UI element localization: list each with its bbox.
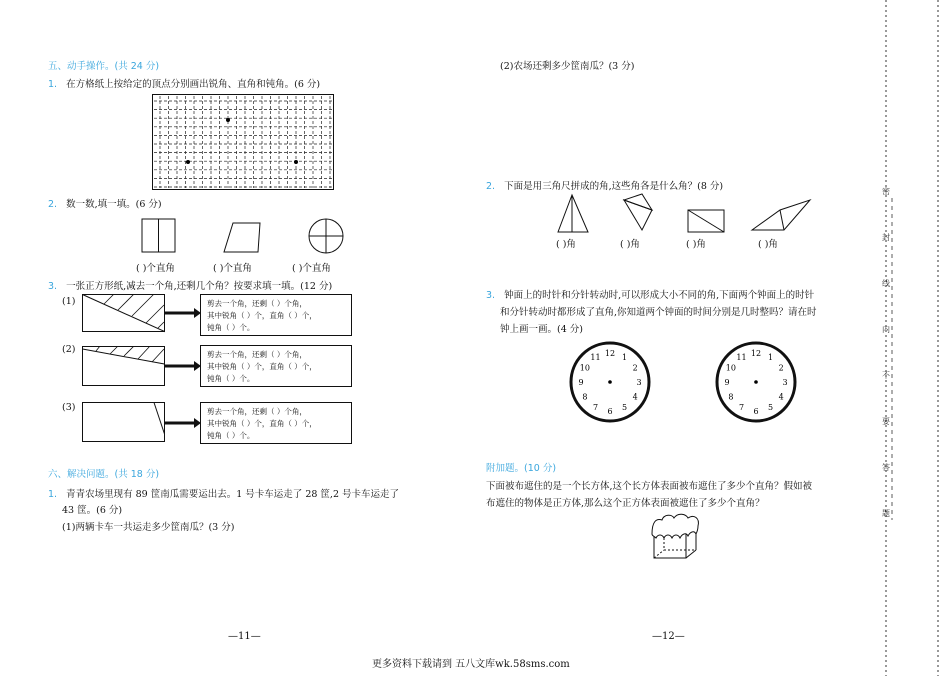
- answer-line: 剪去一个角，还剩（ ）个角，: [207, 299, 307, 308]
- answer-line: 钝角（ ）个。: [207, 374, 255, 383]
- question-text: 数一数,填一填。(6 分): [66, 199, 162, 210]
- clock-number: 2: [778, 363, 784, 373]
- vertex-dot: [186, 160, 190, 164]
- question-5-2: [48, 196, 162, 210]
- question-5-3: [48, 278, 332, 292]
- binding-char: 线: [882, 279, 890, 288]
- question-text: 下面是用三角尺拼成的角,这些角各是什么角？(8 分): [504, 181, 724, 192]
- answer-line: 其中锐角（ ）个，直角（ ）个，: [207, 362, 317, 371]
- clock-number: 12: [750, 349, 762, 358]
- angle-label-2: ( )角: [620, 239, 640, 250]
- clock-center-dot: [754, 380, 758, 384]
- clock-number: 9: [578, 378, 584, 387]
- section6-title: 六、解决问题。(共 18 分): [48, 469, 160, 480]
- sub-question-2: (2)农场还剩多少筐南瓜？(3 分): [500, 61, 635, 72]
- shape-label-3: ( )个直角: [292, 263, 331, 274]
- vertex-dot: [226, 118, 230, 122]
- question-text: 一张正方形纸,减去一个角,还剩几个角？按要求填一填。(12 分): [66, 281, 333, 292]
- answer-box-2: [200, 345, 352, 387]
- clock-number: 5: [621, 403, 628, 413]
- bonus-text-1: 下面被布遮住的是一个长方体,这个长方体表面被布遮住了多少个直角？假如被: [486, 481, 813, 492]
- covered-cuboid: [650, 512, 702, 562]
- question-number: 1.: [48, 489, 58, 500]
- cut-paper-2: [82, 346, 202, 388]
- answer-line: 剪去一个角，还剩（ ）个角，: [207, 407, 307, 416]
- item-label: (2): [62, 344, 76, 355]
- question-5-1: [48, 76, 320, 90]
- cut-paper-1: [82, 294, 202, 334]
- binding-char: 不: [882, 371, 890, 380]
- triangle-ruler-angles: [548, 192, 818, 236]
- binding-char: 答: [882, 463, 890, 472]
- question-text-cont: 钟上画一画。(4 分): [500, 324, 583, 335]
- question-r2: [486, 178, 723, 192]
- clock-number: 11: [590, 352, 601, 362]
- question-text-cont: 43 筐。(6 分): [62, 505, 123, 516]
- binding-lines: [878, 0, 950, 676]
- clock-number: 10: [579, 363, 590, 373]
- binding-char: 要: [882, 417, 890, 426]
- answer-box-3: [200, 402, 352, 444]
- clock-number: 8: [582, 392, 588, 402]
- question-text-cont: 和分针转动时都形成了直角,你知道两个钟面的时间分别是几时整吗？请在时: [500, 307, 817, 318]
- clock-number: 8: [728, 392, 734, 402]
- page-number-left: —11—: [228, 631, 261, 642]
- question-number: 2.: [48, 199, 58, 210]
- item-label: (1): [62, 296, 76, 307]
- answer-line: 其中锐角（ ）个，直角（ ）个，: [207, 419, 317, 428]
- clock-number: 3: [636, 378, 642, 387]
- clock-number: 3: [782, 378, 788, 387]
- cloth-cover: [652, 514, 698, 538]
- binding-char: 题: [882, 509, 890, 518]
- trapezoid-shape: [224, 223, 260, 252]
- cut-paper-3: [82, 402, 202, 444]
- clock-number: 9: [724, 378, 730, 387]
- angle-label-3: ( )角: [686, 239, 706, 250]
- page-number-right: —12—: [652, 631, 685, 642]
- answer-line: 剪去一个角，还剩（ ）个角，: [207, 350, 307, 359]
- answer-box-1: [200, 294, 352, 336]
- clock-number: 4: [778, 392, 784, 402]
- item-label: (3): [62, 402, 76, 413]
- question-number: 2.: [486, 181, 496, 192]
- binding-margin: [878, 0, 950, 676]
- clock-number: 1: [767, 352, 774, 362]
- clock-center-dot: [608, 380, 612, 384]
- answer-line: 钝角（ ）个。: [207, 323, 255, 332]
- footer-text: 更多资料下载请到 五八文库wk.58sms.com: [372, 659, 570, 670]
- binding-char: 封: [882, 233, 890, 242]
- bonus-title: 附加题。(10 分): [486, 463, 557, 474]
- shapes-row: [140, 216, 362, 256]
- shape-label-1: ( )个直角: [136, 263, 175, 274]
- question-number: 3.: [486, 290, 496, 301]
- answer-line: 其中锐角（ ）个，直角（ ）个，: [207, 311, 317, 320]
- clock-number: 7: [738, 403, 745, 413]
- clock-number: 11: [736, 352, 747, 362]
- bonus-text-2: 布遮住的物体是正方体,那么这个正方体表面被遮住了多少个直角？: [486, 498, 765, 509]
- clock-number: 5: [767, 403, 774, 413]
- question-6-1: [48, 486, 399, 500]
- question-text: 青青农场里现有 89 筐南瓜需要运出去。1 号卡车运走了 28 筐,2 号卡车运走了: [66, 489, 400, 500]
- question-text: 钟面上的时针和分针转动时,可以形成大小不同的角,下面两个钟面上的时针: [504, 290, 815, 301]
- clock-number: 4: [632, 392, 638, 402]
- question-number: 1.: [48, 79, 58, 90]
- angle-label-1: ( )角: [556, 239, 576, 250]
- question-number: 3.: [48, 281, 58, 292]
- clock-face-2: [714, 340, 798, 424]
- question-r3: [486, 287, 814, 301]
- shape-label-2: ( )个直角: [213, 263, 252, 274]
- sub-question-1: (1)两辆卡车一共运走多少筐南瓜？(3 分): [62, 522, 235, 533]
- clock-number: 7: [592, 403, 599, 413]
- vertex-dot: [294, 160, 298, 164]
- clock-number: 6: [607, 407, 613, 416]
- clock-number: 10: [725, 363, 736, 373]
- question-text: 在方格纸上按给定的顶点分别画出锐角、直角和钝角。(6 分): [66, 79, 321, 90]
- section5-title: 五、动手操作。(共 24 分): [48, 61, 160, 72]
- grid-paper: [152, 94, 334, 190]
- binding-char: 密: [882, 187, 890, 196]
- clock-number: 12: [604, 349, 616, 358]
- binding-char: 内: [882, 325, 890, 334]
- clock-number: 1: [621, 352, 628, 362]
- answer-line: 钝角（ ）个。: [207, 431, 255, 440]
- clock-number: 6: [753, 407, 759, 416]
- clock-face-1: [568, 340, 652, 424]
- angle-label-4: ( )角: [758, 239, 778, 250]
- clock-number: 2: [632, 363, 638, 373]
